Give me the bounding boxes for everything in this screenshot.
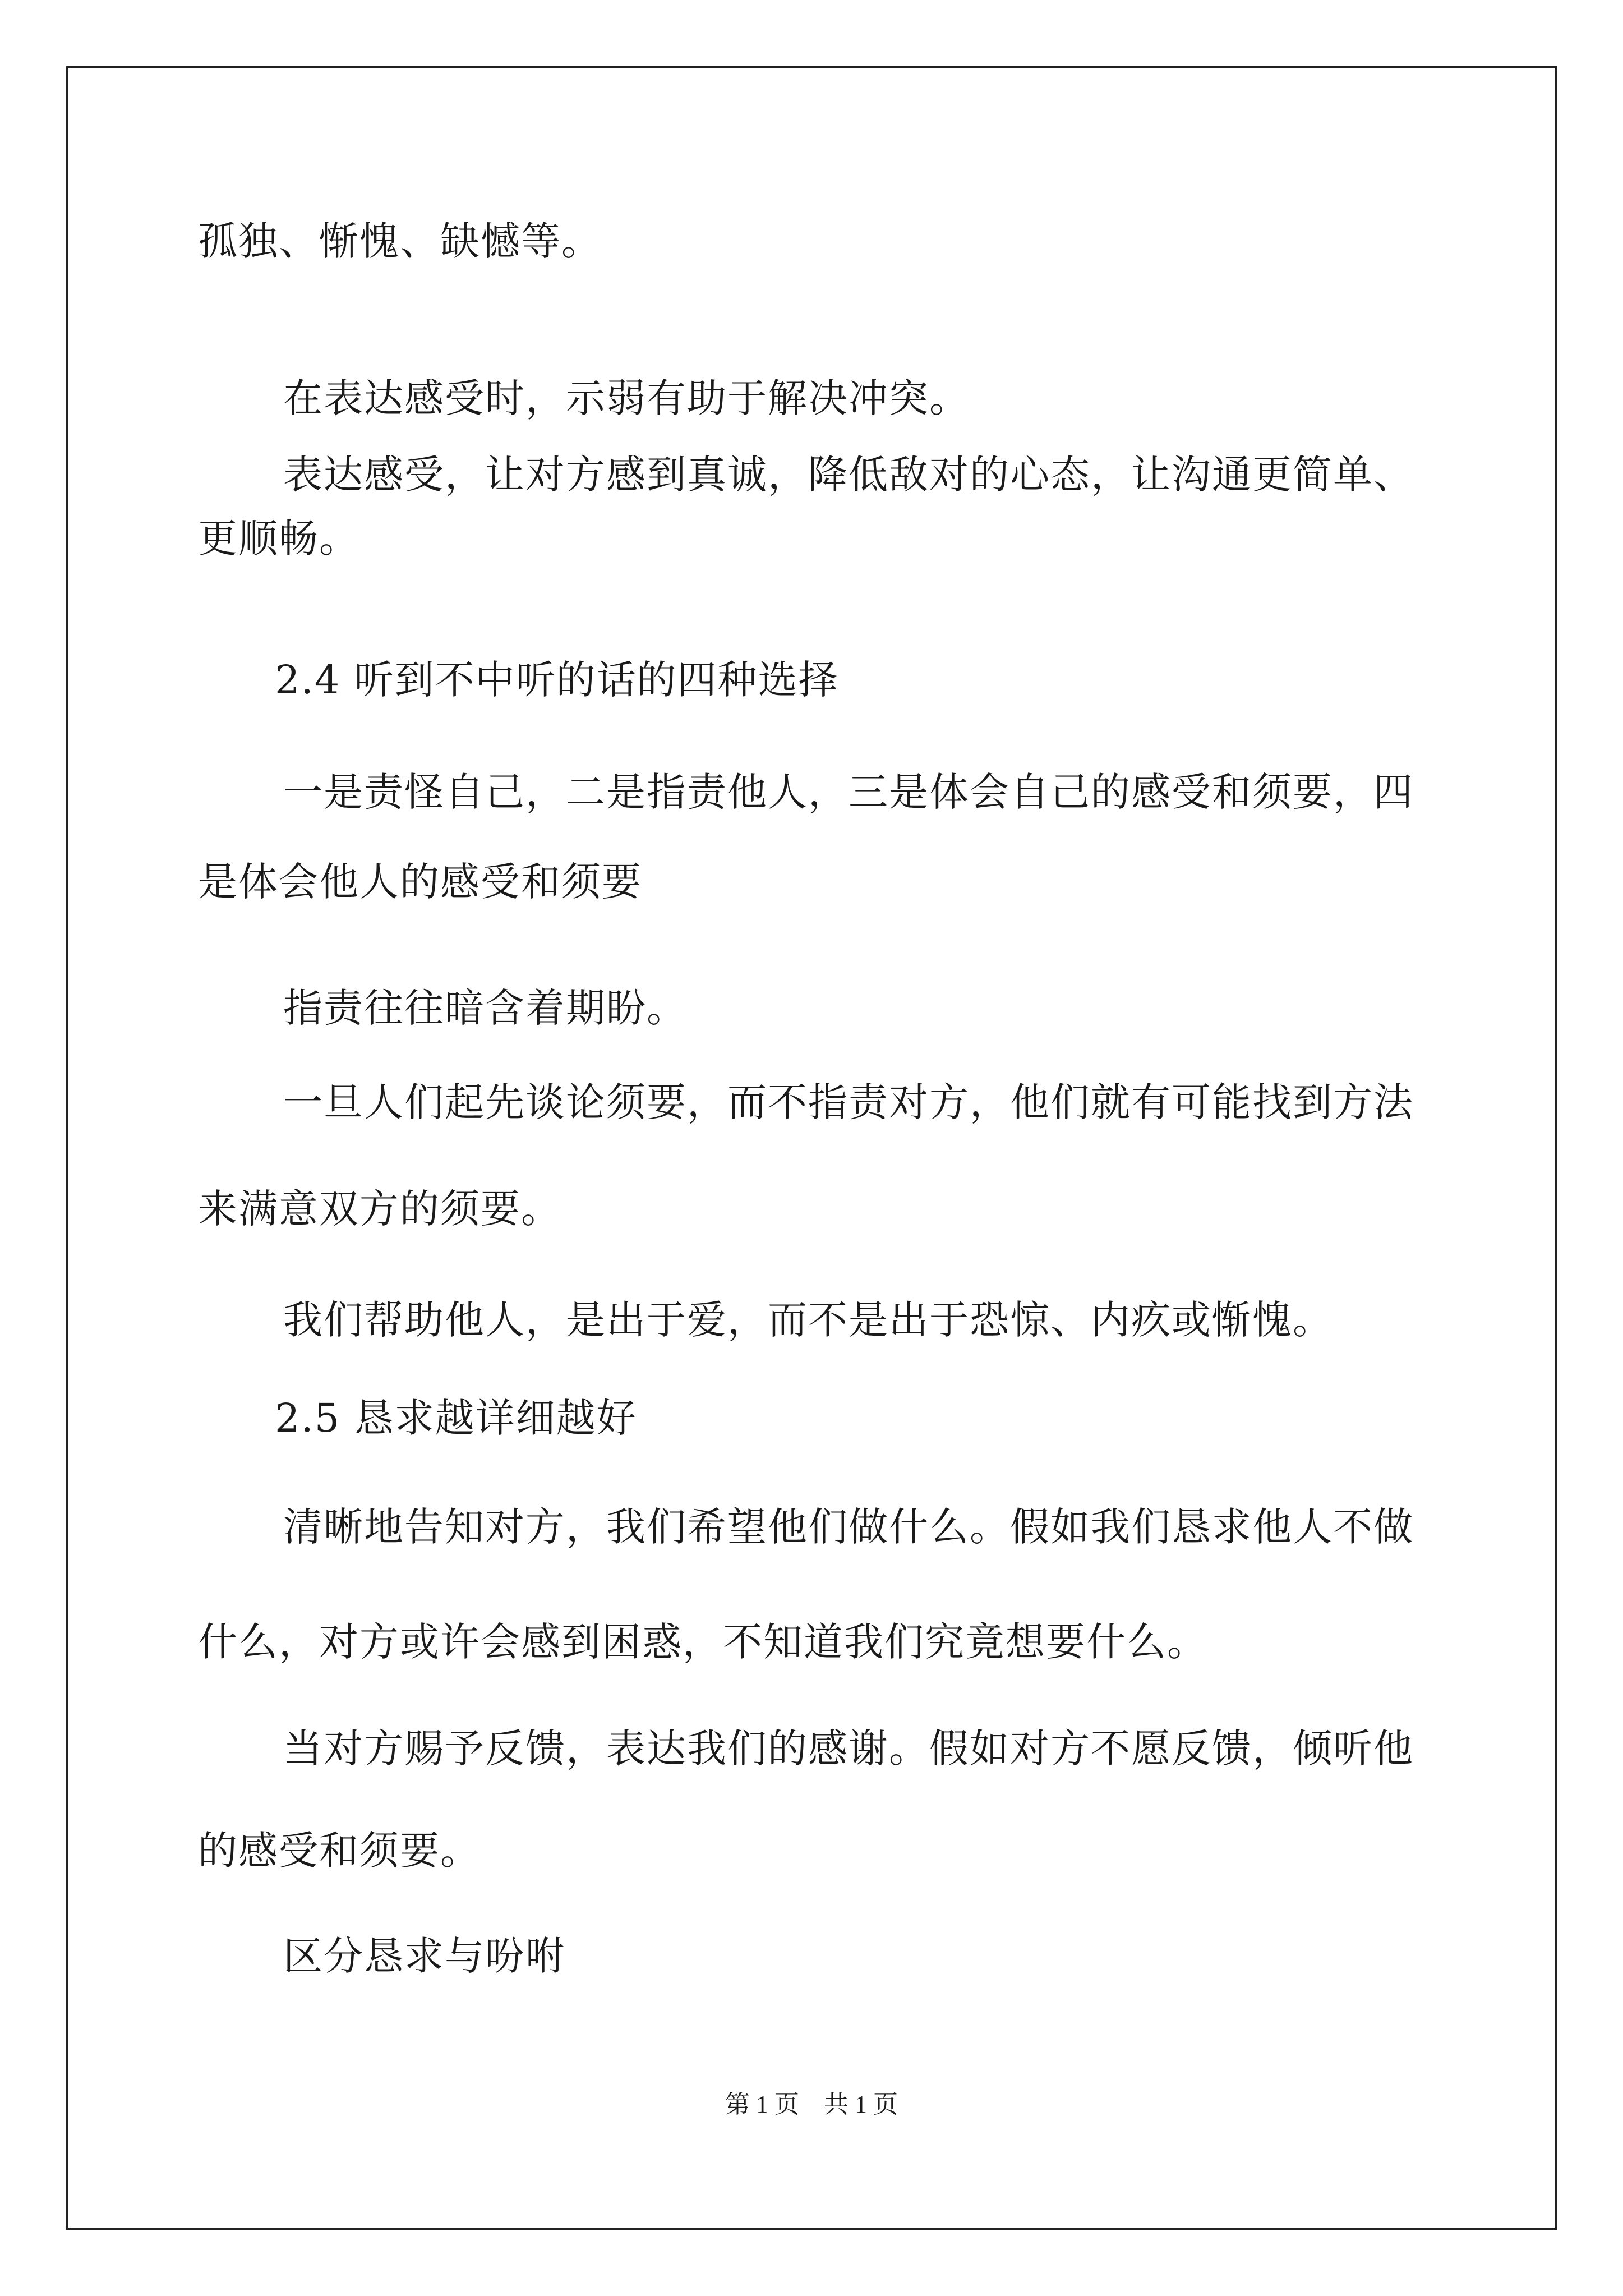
text-line: 当对方赐予反馈，表达我们的感谢。假如对方不愿反馈，倾听他 [283, 1726, 1414, 1772]
text-line: 来满意双方的须要。 [198, 1186, 561, 1232]
text-line: 一是责怪自己，二是指责他人，三是体会自己的感受和须要，四 [283, 769, 1414, 815]
text-line: 的感受和须要。 [198, 1828, 481, 1874]
text-line: 清晰地告知对方，我们希望他们做什么。假如我们恳求他人不做 [283, 1504, 1414, 1550]
text-line: 更顺畅。 [198, 516, 359, 562]
text-line: 区分恳求与吩咐 [283, 1933, 566, 1979]
text-line: 一旦人们起先谈论须要，而不指责对方，他们就有可能找到方法 [283, 1079, 1414, 1125]
text-line: 是体会他人的感受和须要 [198, 859, 642, 905]
section-heading: 2.4 听到不中听的话的四种选择 [275, 657, 839, 703]
text-line: 表达感受，让对方感到真诚，降低敌对的心态，让沟通更简单、 [283, 452, 1414, 498]
text-line: 孤独、惭愧、缺憾等。 [198, 218, 602, 264]
text-line: 在表达感受时，示弱有助于解决冲突。 [283, 375, 970, 421]
text-line: 指责往往暗含着期盼。 [283, 985, 687, 1031]
text-line: 什么，对方或许会感到困惑，不知道我们究竟想要什么。 [198, 1619, 1207, 1665]
text-line: 我们帮助他人，是出于爱，而不是出于恐惊、内疚或惭愧。 [283, 1297, 1333, 1343]
section-heading: 2.5 恳求越详细越好 [275, 1395, 637, 1441]
page-footer: 第 1 页 共 1 页 [725, 2091, 898, 2118]
